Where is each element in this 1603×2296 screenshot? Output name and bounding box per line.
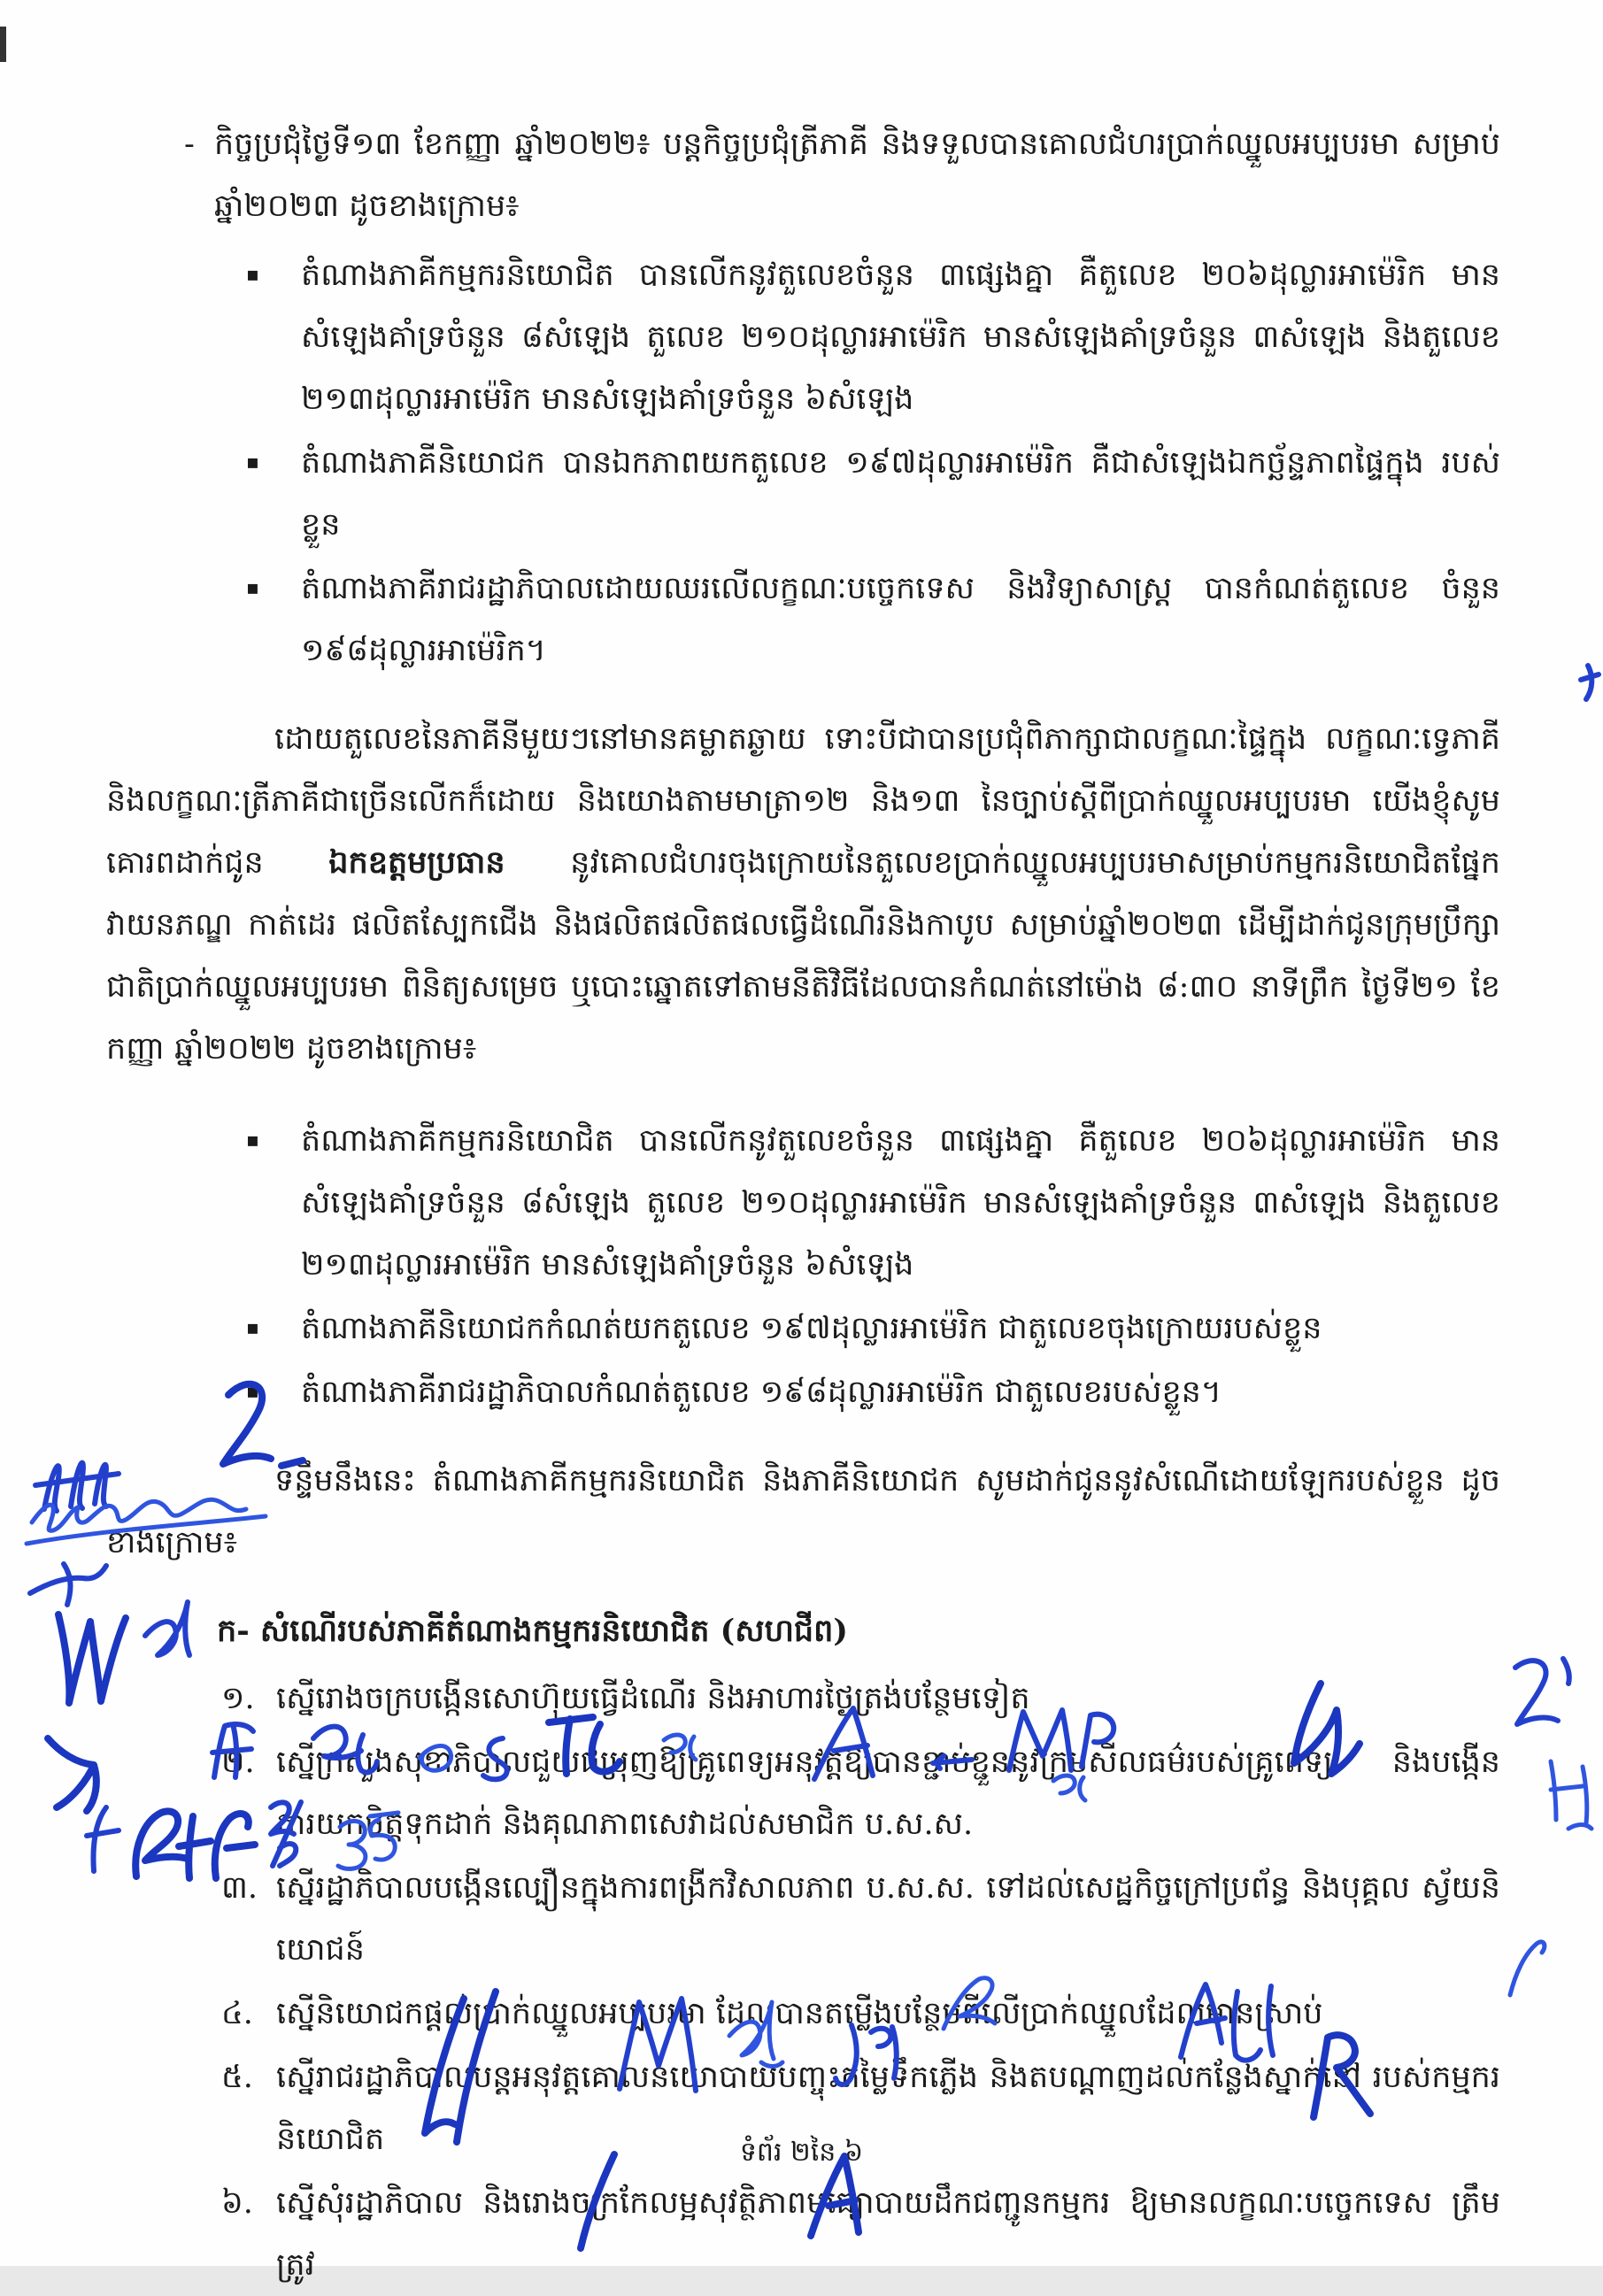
addressee-bold-phrase: ឯកឧត្តមប្រធាន: [328, 844, 505, 881]
signature-ink-hel: [1551, 1761, 1591, 1829]
item-number: ៤.: [221, 1996, 253, 2031]
item-text: ស្នើរោងចក្របង្កើនសោហ៊ុយធ្វើដំណើរ និងអាហារថ្ងៃត្រង់បន្ថែមទៀត: [276, 1681, 1030, 1716]
list-item: [246, 558, 1500, 682]
signature-ink-squiggle: [30, 1564, 106, 1605]
signature-ink-y: [48, 1738, 96, 1811]
signature-ink-edge-tick: [1581, 666, 1599, 699]
item-text: ស្នើក្រសួងសុខាភិបាលជួយជម្រុញឱ្យគ្រូពេទ្យអនុវត្តឱ្យបានខ្ជាប់ខ្ជួននូវក្រមសីលធម៌របស់គ្រូពេទ្យ និងបង្កើនការយកចិត្តទុកដាក់ និងគុណភាពសេវាដល់សមាជិក ប.ស.ស.: [276, 1745, 1500, 1842]
square-bullet-icon: ▪: [246, 264, 259, 286]
bullet-text: តំណាងភាគីរាជរដ្ឋាភិបាលដោយឈរលើលក្ខណៈបច្ចេកទេស និងវិទ្យាសាស្ត្រ បានកំណត់តួលេខ ចំនួន ១៩៨ដុល្លារអាម៉េរិក។: [301, 571, 1500, 668]
item-number: ១.: [221, 1681, 255, 1716]
list-item: [246, 1298, 1500, 1360]
square-bullet-icon: ▪: [246, 1381, 259, 1403]
item-text: ស្នើសុំរដ្ឋាភិបាល និងរោងចក្រកែលម្អសុវត្ថិភាពមធ្យោបាយដឹកជញ្ជូនកម្មករ ឱ្យមានលក្ខណៈបច្ចេកទេស ត្រឹមត្រូវ: [276, 2185, 1500, 2283]
item-number: ៣.: [221, 1870, 258, 1906]
paragraph-text: ដោយតួលេខនៃភាគីនីមួយៗនៅមានគម្លាតឆ្ងាយ ទោះបីជាបានប្រជុំពិភាក្សាជាលក្ខណៈផ្ទៃក្នុង លក្ខណៈទ្វេភាគី និងលក្ខណៈត្រីភាគីជាច្រើនលើកក៏ដោយ និងយោងតាមមាត្រា១២ និង១៣ នៃច្បាប់ស្តីពីប្រាក់ឈ្នួលអប្បបរមា យើងខ្ញុំសូមគោរពដាក់ជូន: [106, 721, 1500, 881]
meeting-dash-item: [184, 113, 1500, 237]
list-item: [246, 244, 1500, 430]
list-item: [221, 2172, 1500, 2296]
page-number-footer: ទំព័រ ២នៃ ៦: [739, 2137, 864, 2168]
meeting-item-text: កិច្ចប្រជុំថ្ងៃទី១៣ ខែកញ្ញា ឆ្នាំ២០២២៖ បន្តកិច្ចប្រជុំត្រីភាគី និងទទួលបានគោលជំហរប្រាក់ឈ្នួលអប្បបរមា សម្រាប់ឆ្នាំ២០២៣ ដូចខាងក្រោម៖: [214, 127, 1500, 224]
signature-ink-right-curl-low: [1510, 1942, 1545, 1995]
list-item: [221, 1857, 1500, 1981]
opening-paragraph: [106, 708, 1500, 1080]
item-number: ៥.: [221, 2060, 253, 2095]
list-item: [246, 432, 1500, 556]
dash-bullet-icon: -: [184, 127, 195, 162]
item-text: ស្នើរាជរដ្ឋាភិបាលបន្តអនុវត្តគោលនយោបាយបញ្ចុះតម្លៃទឹកភ្លើង និងតបណ្តាញដល់កន្លែងស្នាក់នៅ របស់កម្មករនិយោជិត: [276, 2060, 1500, 2157]
square-bullet-icon: ▪: [246, 1129, 259, 1152]
square-bullet-icon: ▪: [246, 451, 259, 474]
list-item: [246, 1361, 1500, 1423]
item-text: ស្នើនិយោជកផ្តល់ប្រាក់ឈ្នួលអប្បបរមា ដែលបានតម្លើងបន្ថែមពីលើប្រាក់ឈ្នួលដែលមានស្រាប់: [276, 1996, 1323, 2031]
paragraph-text: នូវគោលជំហរចុងក្រោយនៃតួលេខប្រាក់ឈ្នួលអប្បបរមាសម្រាប់កម្មករនិយោជិតផ្នែកវាយនភណ្ឌ កាត់ដេរ ផលិតស្បែកជើង និងផលិតផលិតផលធ្វើដំណើរនិងកាបូប សម្រាប់ឆ្នាំ២០២៣ ដើម្បីដាក់ជូនក្រុមប្រឹក្សាជាតិប្រាក់ឈ្នួលអប្បបរមា ពិនិត្យសម្រេច ឬបោះឆ្នោតទៅតាមនីតិវិធីដែលបានកំណត់នៅម៉ោង ៨:៣០ នាទីព្រឹក ថ្ងៃទី២១ ខែកញ្ញា ឆ្នាំ២០២២ ដូចខាងក្រោម៖: [106, 845, 1500, 1067]
list-item: [221, 1731, 1500, 1855]
square-bullet-icon: ▪: [246, 577, 259, 599]
item-number: ៦.: [221, 2185, 253, 2221]
bullet-text: តំណាងភាគីនិយោជក បានឯកភាពយកតួលេខ ១៩៧ដុល្លារអាម៉េរិក គឺជាសំឡេងឯកច្ឆ័ន្ទភាពផ្ទៃក្នុង របស់ខ្លួន: [301, 445, 1500, 543]
section-heading: ក- សំណើរបស់ភាគីតំណាងកម្មករនិយោជិត (សហជីព): [217, 1613, 848, 1649]
list-item: [221, 1983, 1500, 2045]
bullet-text: តំណាងភាគីកម្មករនិយោជិត បានលើកនូវតួលេខចំនួន ៣ផ្សេងគ្នា គឺតួលេខ ២០៦ដុល្លារអាម៉េរិក មានសំឡេងគាំទ្រចំនួន ៨សំឡេង តួលេខ ២១០ដុល្លារអាម៉េរិក មានសំឡេងគាំទ្រចំនួន ៣សំឡេង និងតួលេខ ២១៣ដុល្លារអាម៉េរិក មានសំឡេងគាំទ្រចំនួន ៦សំឡេង: [301, 258, 1500, 417]
square-bullet-icon: ▪: [246, 1317, 259, 1339]
round2-bullet-list: [106, 1110, 1500, 1423]
bullet-text: តំណាងភាគីរាជរដ្ឋាភិបាលកំណត់តួលេខ ១៩៨ដុល្លារអាម៉េរិក ជាតួលេខរបស់ខ្លួន។: [301, 1375, 1222, 1410]
page-edge-mark: [0, 27, 6, 62]
list-item: [221, 1668, 1500, 1730]
closing-paragraph: ទន្ទឹមនឹងនេះ តំណាងភាគីកម្មករនិយោជិត និងភាគីនិយោជក សូមដាក់ជូននូវសំណើដោយឡែករបស់ខ្លួន ដូចខាងក្រោម៖: [106, 1463, 1500, 1560]
signature-ink-two-right: [1515, 1659, 1569, 1724]
round1-bullet-list: [106, 244, 1500, 682]
union-request-list: [106, 1668, 1500, 2296]
bullet-text: តំណាងភាគីកម្មករនិយោជិត បានលើកនូវតួលេខចំនួន ៣ផ្សេងគ្នា គឺតួលេខ ២០៦ដុល្លារអាម៉េរិក មានសំឡេងគាំទ្រចំនួន ៨សំឡេង តួលេខ ២១០ដុល្លារអាម៉េរិក មានសំឡេងគាំទ្រចំនួន ៣សំឡេង និងតួលេខ ២១៣ដុល្លារអាម៉េរិក មានសំឡេងគាំទ្រចំនួន ៦សំឡេង: [301, 1123, 1500, 1283]
bullet-text: តំណាងភាគីនិយោជកកំណត់យកតួលេខ ១៩៧ដុល្លារអាម៉េរិក ជាតួលេខចុងក្រោយរបស់ខ្លួន: [301, 1311, 1322, 1346]
item-text: ស្នើរដ្ឋាភិបាលបង្កើនល្បឿនក្នុងការពង្រីកវិសាលភាព ប.ស.ស. ទៅដល់សេដ្ឋកិច្ចក្រៅប្រព័ន្ធ និងបុគ្គល ស្វ័យនិយោជន៍: [276, 1870, 1500, 1968]
item-number: ២.: [221, 1745, 255, 1780]
list-item: [246, 1110, 1500, 1296]
